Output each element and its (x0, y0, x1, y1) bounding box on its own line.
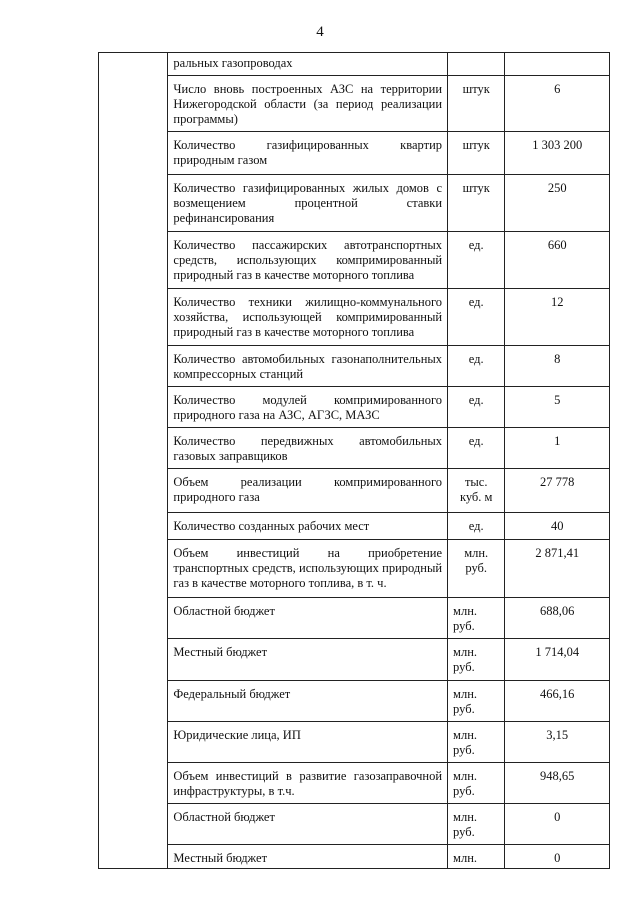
value-cell: 8 (505, 346, 610, 387)
table-row (99, 132, 610, 175)
unit-cell: млн. руб. (448, 681, 505, 722)
table-row (99, 175, 610, 232)
value-cell: 688,06 (505, 598, 610, 639)
table-row (99, 513, 610, 540)
table-row (99, 722, 610, 763)
table-row (99, 639, 610, 681)
value-cell: 466,16 (505, 681, 610, 722)
table-row (99, 76, 610, 132)
unit-cell: млн. руб. (448, 598, 505, 639)
table-row (99, 845, 610, 869)
unit-cell: штук (448, 76, 505, 132)
unit-cell: млн. (448, 845, 505, 869)
value-cell: 6 (505, 76, 610, 132)
table-row (99, 681, 610, 722)
value-cell: 1 (505, 428, 610, 469)
table-row (99, 763, 610, 804)
unit-cell: ед. (448, 387, 505, 428)
value-cell: 0 (505, 845, 610, 869)
unit-cell: тыс. куб. м (448, 469, 505, 513)
value-cell: 40 (505, 513, 610, 540)
value-cell: 3,15 (505, 722, 610, 763)
indicator-cell: Количество газифицированных квартир природным газом (168, 132, 448, 175)
unit-cell: млн. руб. (448, 804, 505, 845)
unit-cell: млн. руб. (448, 540, 505, 598)
value-cell: 250 (505, 175, 610, 232)
indicator-cell: Количество пассажирских автотранспортных средств, использующих компримированный природный газ в качестве моторного топлива (168, 232, 448, 289)
indicator-cell: Областной бюджет (168, 598, 448, 639)
empty-first-column (99, 53, 168, 869)
table-row (99, 346, 610, 387)
indicator-cell: Объем инвестиций в развитие газозаправочной инфраструктуры, в т.ч. (168, 763, 448, 804)
indicator-cell: Количество техники жилищно-коммунального хозяйства, использующей компримированный природный газ в качестве моторного топлива (168, 289, 448, 346)
value-cell: 1 714,04 (505, 639, 610, 681)
indicator-cell: Объем реализации компримированного природного газа (168, 469, 448, 513)
table-row (99, 289, 610, 346)
indicator-cell: Количество передвижных автомобильных газовых заправщиков (168, 428, 448, 469)
value-cell: 948,65 (505, 763, 610, 804)
table-row (99, 540, 610, 598)
indicator-cell: Количество газифицированных жилых домов с возмещением процентной ставки рефинансирования (168, 175, 448, 232)
indicator-cell: Местный бюджет (168, 639, 448, 681)
indicator-cell: Местный бюджет (168, 845, 448, 869)
table-row (99, 598, 610, 639)
unit-cell: млн. руб. (448, 639, 505, 681)
value-cell (505, 53, 610, 76)
unit-cell: млн. руб. (448, 763, 505, 804)
indicator-cell: Областной бюджет (168, 804, 448, 845)
table-row (99, 53, 610, 76)
table-row (99, 232, 610, 289)
indicator-cell: Количество автомобильных газонаполнительных компрессорных станций (168, 346, 448, 387)
value-cell: 660 (505, 232, 610, 289)
table-row (99, 387, 610, 428)
value-cell: 12 (505, 289, 610, 346)
table-row (99, 428, 610, 469)
indicator-cell: Число вновь построенных АЗС на территории Нижегородской области (за период реализации программы) (168, 76, 448, 132)
unit-cell: ед. (448, 289, 505, 346)
unit-cell: штук (448, 132, 505, 175)
unit-cell: ед. (448, 232, 505, 289)
value-cell: 1 303 200 (505, 132, 610, 175)
indicator-cell: Федеральный бюджет (168, 681, 448, 722)
indicator-cell: Количество модулей компримированного природного газа на АЗС, АГЗС, МАЗС (168, 387, 448, 428)
indicator-cell: Объем инвестиций на приобретение транспортных средств, использующих природный газ в качестве моторного топлива, в т. ч. (168, 540, 448, 598)
value-cell: 5 (505, 387, 610, 428)
indicator-cell: ральных газопроводах (168, 53, 448, 76)
unit-cell: ед. (448, 428, 505, 469)
unit-cell: ед. (448, 346, 505, 387)
value-cell: 27 778 (505, 469, 610, 513)
table-row (99, 469, 610, 513)
unit-cell: ед. (448, 513, 505, 540)
unit-cell: млн. руб. (448, 722, 505, 763)
value-cell: 0 (505, 804, 610, 845)
indicator-cell: Количество созданных рабочих мест (168, 513, 448, 540)
indicator-cell: Юридические лица, ИП (168, 722, 448, 763)
table-row (99, 804, 610, 845)
unit-cell: штук (448, 175, 505, 232)
indicators-table (98, 52, 610, 869)
unit-cell (448, 53, 505, 76)
value-cell: 2 871,41 (505, 540, 610, 598)
page-number: 4 (316, 24, 324, 40)
